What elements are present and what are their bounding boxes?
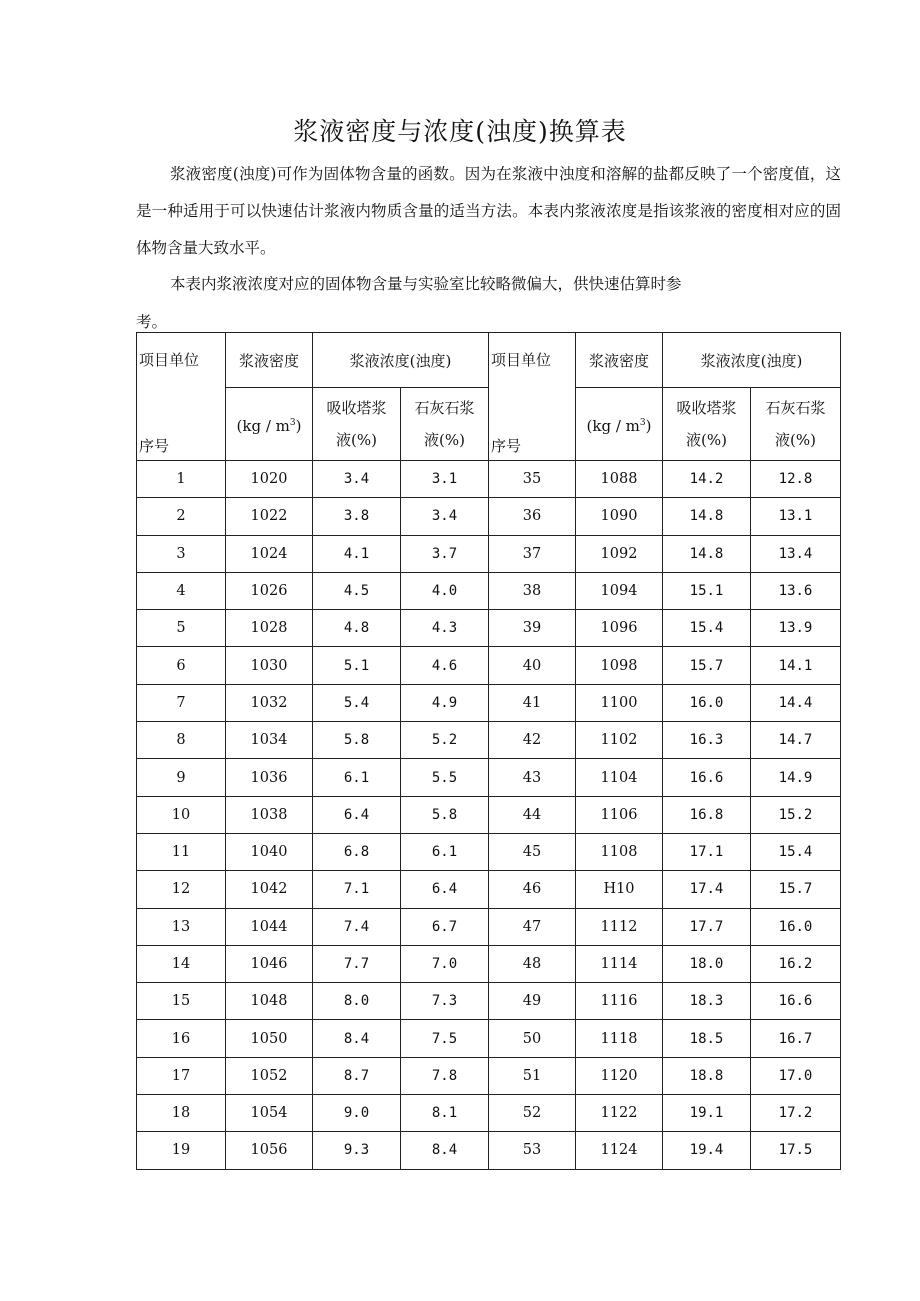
table-cell: 15 xyxy=(137,983,226,1020)
table-cell: 1022 xyxy=(226,498,313,535)
header-absorber-right: 吸收塔浆 液(%) xyxy=(663,388,751,461)
table-cell: 4.3 xyxy=(401,610,489,647)
header-item-label: 项目单位 xyxy=(491,351,552,369)
table-cell: 6 xyxy=(137,647,226,684)
table-cell: 6.4 xyxy=(313,796,401,833)
table-cell: 12 xyxy=(137,871,226,908)
table-cell: 43 xyxy=(489,759,576,796)
table-cell: 5 xyxy=(137,610,226,647)
table-cell: 8.1 xyxy=(401,1095,489,1132)
header-item-right xyxy=(489,333,576,461)
table-row xyxy=(137,1095,841,1132)
table-cell: 1048 xyxy=(226,983,313,1020)
table-cell: 2 xyxy=(137,498,226,535)
header-density-left: 浆液密度 xyxy=(226,333,313,388)
table-cell: 1050 xyxy=(226,1020,313,1057)
table-cell: 50 xyxy=(489,1020,576,1057)
table-cell: 36 xyxy=(489,498,576,535)
table-cell: 1054 xyxy=(226,1095,313,1132)
table-cell: 8 xyxy=(137,722,226,759)
table-cell: 16.0 xyxy=(751,908,841,945)
table-row xyxy=(137,647,841,684)
table-row xyxy=(137,461,841,498)
table-cell: 15.7 xyxy=(751,871,841,908)
table-cell: 5.2 xyxy=(401,722,489,759)
table-cell: 13.9 xyxy=(751,610,841,647)
table-cell: 16 xyxy=(137,1020,226,1057)
table-row xyxy=(137,871,841,908)
table-cell: 19.1 xyxy=(663,1095,751,1132)
table-cell: 1046 xyxy=(226,945,313,982)
table-cell: 9 xyxy=(137,759,226,796)
table-cell: 1 xyxy=(137,461,226,498)
header-limestone-right: 石灰石浆 液(%) xyxy=(751,388,841,461)
table-cell: 14.2 xyxy=(663,461,751,498)
table-cell: 4 xyxy=(137,572,226,609)
table-cell: 8.4 xyxy=(313,1020,401,1057)
table-row xyxy=(137,1132,841,1169)
table-cell: 3.7 xyxy=(401,535,489,572)
header-concentration-left: 浆液浓度(浊度) xyxy=(313,333,489,388)
table-cell: 40 xyxy=(489,647,576,684)
table-cell: 7.8 xyxy=(401,1057,489,1094)
table-cell: 7.7 xyxy=(313,945,401,982)
table-cell: 9.0 xyxy=(313,1095,401,1132)
table-cell: 1036 xyxy=(226,759,313,796)
table-cell: 9.3 xyxy=(313,1132,401,1169)
table-cell: 5.4 xyxy=(313,684,401,721)
table-cell: 4.1 xyxy=(313,535,401,572)
table-cell: 41 xyxy=(489,684,576,721)
table-cell: 39 xyxy=(489,610,576,647)
table-cell: 37 xyxy=(489,535,576,572)
table-cell: 48 xyxy=(489,945,576,982)
table-cell: 42 xyxy=(489,722,576,759)
table-cell: 45 xyxy=(489,833,576,870)
table-row xyxy=(137,759,841,796)
table-cell: 18.0 xyxy=(663,945,751,982)
table-cell: 14 xyxy=(137,945,226,982)
table-cell: 13.1 xyxy=(751,498,841,535)
table-cell: 8.4 xyxy=(401,1132,489,1169)
table-cell: 1030 xyxy=(226,647,313,684)
table-cell: 17.4 xyxy=(663,871,751,908)
table-cell: 10 xyxy=(137,796,226,833)
header-item-label: 项目单位 xyxy=(139,351,200,369)
table-cell: 53 xyxy=(489,1132,576,1169)
table-cell: 13.4 xyxy=(751,535,841,572)
table-cell: 8.0 xyxy=(313,983,401,1020)
page-title: 浆液密度与浓度(浊度)换算表 xyxy=(293,117,627,146)
table-cell: 1044 xyxy=(226,908,313,945)
table-cell: 5.5 xyxy=(401,759,489,796)
table-cell: 3.8 xyxy=(313,498,401,535)
table-cell: 5.8 xyxy=(401,796,489,833)
table-cell: 1040 xyxy=(226,833,313,870)
table-cell: 14.4 xyxy=(751,684,841,721)
note-tail: 考。 xyxy=(136,313,168,331)
table-cell: 16.6 xyxy=(663,759,751,796)
table-cell: 14.8 xyxy=(663,535,751,572)
table-row xyxy=(137,908,841,945)
table-cell: 6.4 xyxy=(401,871,489,908)
table-cell: 1034 xyxy=(226,722,313,759)
table-cell: 3 xyxy=(137,535,226,572)
table-row xyxy=(137,1057,841,1094)
table-cell: 16.0 xyxy=(663,684,751,721)
table-cell: 1042 xyxy=(226,871,313,908)
table-cell: 1122 xyxy=(576,1095,663,1132)
table-cell: 5.8 xyxy=(313,722,401,759)
table-cell: 3.1 xyxy=(401,461,489,498)
table-cell: 46 xyxy=(489,871,576,908)
table-row xyxy=(137,1020,841,1057)
table-cell: 1038 xyxy=(226,796,313,833)
table-cell: 1056 xyxy=(226,1132,313,1169)
table-cell: 4.5 xyxy=(313,572,401,609)
header-seq-label: 序号 xyxy=(491,437,522,455)
table-cell: 4.6 xyxy=(401,647,489,684)
table-cell: H10 xyxy=(576,871,663,908)
table-cell: 3.4 xyxy=(401,498,489,535)
table-row xyxy=(137,535,841,572)
table-cell: 1028 xyxy=(226,610,313,647)
table-cell: 18.5 xyxy=(663,1020,751,1057)
header-absorber-left: 吸收塔浆 液(%) xyxy=(313,388,401,461)
table-row xyxy=(137,796,841,833)
table-cell: 15.7 xyxy=(663,647,751,684)
table-cell: 6.1 xyxy=(313,759,401,796)
table-cell: 14.9 xyxy=(751,759,841,796)
table-cell: 7 xyxy=(137,684,226,721)
header-limestone-left: 石灰石浆 液(%) xyxy=(401,388,489,461)
table-cell: 17.1 xyxy=(663,833,751,870)
table-cell: 16.3 xyxy=(663,722,751,759)
table-cell: 1098 xyxy=(576,647,663,684)
header-density-unit-right: $(kg / m^3)$ xyxy=(576,388,663,461)
table-cell: 17 xyxy=(137,1057,226,1094)
conversion-table xyxy=(136,332,841,1170)
table-cell: 1100 xyxy=(576,684,663,721)
table-cell: 1094 xyxy=(576,572,663,609)
table-cell: 15.4 xyxy=(751,833,841,870)
table-cell: 18.3 xyxy=(663,983,751,1020)
table-row xyxy=(137,610,841,647)
table-cell: 14.1 xyxy=(751,647,841,684)
table-cell: 1032 xyxy=(226,684,313,721)
table-cell: 1096 xyxy=(576,610,663,647)
table-cell: 52 xyxy=(489,1095,576,1132)
table-cell: 1104 xyxy=(576,759,663,796)
table-cell: 1116 xyxy=(576,983,663,1020)
table-cell: 11 xyxy=(137,833,226,870)
table-cell: 7.4 xyxy=(313,908,401,945)
table-cell: 14.8 xyxy=(663,498,751,535)
table-cell: 6.8 xyxy=(313,833,401,870)
table-cell: 16.7 xyxy=(751,1020,841,1057)
table-cell: 7.1 xyxy=(313,871,401,908)
table-cell: 1052 xyxy=(226,1057,313,1094)
table-cell: 1118 xyxy=(576,1020,663,1057)
table-row xyxy=(137,945,841,982)
header-concentration-right: 浆液浓度(浊度) xyxy=(663,333,841,388)
table-cell: 4.9 xyxy=(401,684,489,721)
table-cell: 4.8 xyxy=(313,610,401,647)
table-cell: 38 xyxy=(489,572,576,609)
table-cell: 13.6 xyxy=(751,572,841,609)
table-cell: 1114 xyxy=(576,945,663,982)
table-cell: 17.5 xyxy=(751,1132,841,1169)
table-cell: 17.7 xyxy=(663,908,751,945)
table-cell: 35 xyxy=(489,461,576,498)
table-cell: 7.3 xyxy=(401,983,489,1020)
table-row xyxy=(137,684,841,721)
header-item-left xyxy=(137,333,226,461)
table-cell: 17.2 xyxy=(751,1095,841,1132)
table-cell: 18 xyxy=(137,1095,226,1132)
table-cell: 6.1 xyxy=(401,833,489,870)
table-cell: 18.8 xyxy=(663,1057,751,1094)
table-cell: 1024 xyxy=(226,535,313,572)
table-row xyxy=(137,572,841,609)
table-cell: 1108 xyxy=(576,833,663,870)
table-cell: 1102 xyxy=(576,722,663,759)
table-cell: 1090 xyxy=(576,498,663,535)
table-row xyxy=(137,833,841,870)
table-cell: 5.1 xyxy=(313,647,401,684)
table-cell: 51 xyxy=(489,1057,576,1094)
table-cell: 16.8 xyxy=(663,796,751,833)
header-seq-label: 序号 xyxy=(139,437,170,455)
header-density-unit-left: $(kg / m^3)$ xyxy=(226,388,313,461)
table-cell: 19 xyxy=(137,1132,226,1169)
table-cell: 1112 xyxy=(576,908,663,945)
table-cell: 1106 xyxy=(576,796,663,833)
table-cell: 16.6 xyxy=(751,983,841,1020)
note-paragraph: 本表内浆液浓度对应的固体物含量与实验室比较略微偏大，供快速估算时参 xyxy=(170,275,682,293)
table-row xyxy=(137,498,841,535)
table-cell: 15.1 xyxy=(663,572,751,609)
table-cell: 1026 xyxy=(226,572,313,609)
table-cell: 14.7 xyxy=(751,722,841,759)
table-cell: 1120 xyxy=(576,1057,663,1094)
table-cell: 1020 xyxy=(226,461,313,498)
table-cell: 1088 xyxy=(576,461,663,498)
table-cell: 7.5 xyxy=(401,1020,489,1057)
table-cell: 47 xyxy=(489,908,576,945)
table-cell: 44 xyxy=(489,796,576,833)
table-cell: 15.2 xyxy=(751,796,841,833)
table-cell: 19.4 xyxy=(663,1132,751,1169)
table-row xyxy=(137,983,841,1020)
table-cell: 16.2 xyxy=(751,945,841,982)
table-cell: 12.8 xyxy=(751,461,841,498)
header-density-right: 浆液密度 xyxy=(576,333,663,388)
table-cell: 1092 xyxy=(576,535,663,572)
table-cell: 3.4 xyxy=(313,461,401,498)
table-cell: 1124 xyxy=(576,1132,663,1169)
table-cell: 4.0 xyxy=(401,572,489,609)
table-cell: 7.0 xyxy=(401,945,489,982)
table-cell: 15.4 xyxy=(663,610,751,647)
table-row xyxy=(137,722,841,759)
table-cell: 17.0 xyxy=(751,1057,841,1094)
intro-paragraph: 浆液密度(浊度)可作为固体物含量的函数。因为在浆液中浊度和溶解的盐都反映了一个密度值，这是一种适用于可以快速估计浆液内物质含量的适当方法。本表内浆液浓度是指该浆液的密度相对应的固体物含量大致水平。 xyxy=(136,165,841,257)
table-cell: 49 xyxy=(489,983,576,1020)
table-cell: 6.7 xyxy=(401,908,489,945)
table-cell: 13 xyxy=(137,908,226,945)
table-cell: 8.7 xyxy=(313,1057,401,1094)
